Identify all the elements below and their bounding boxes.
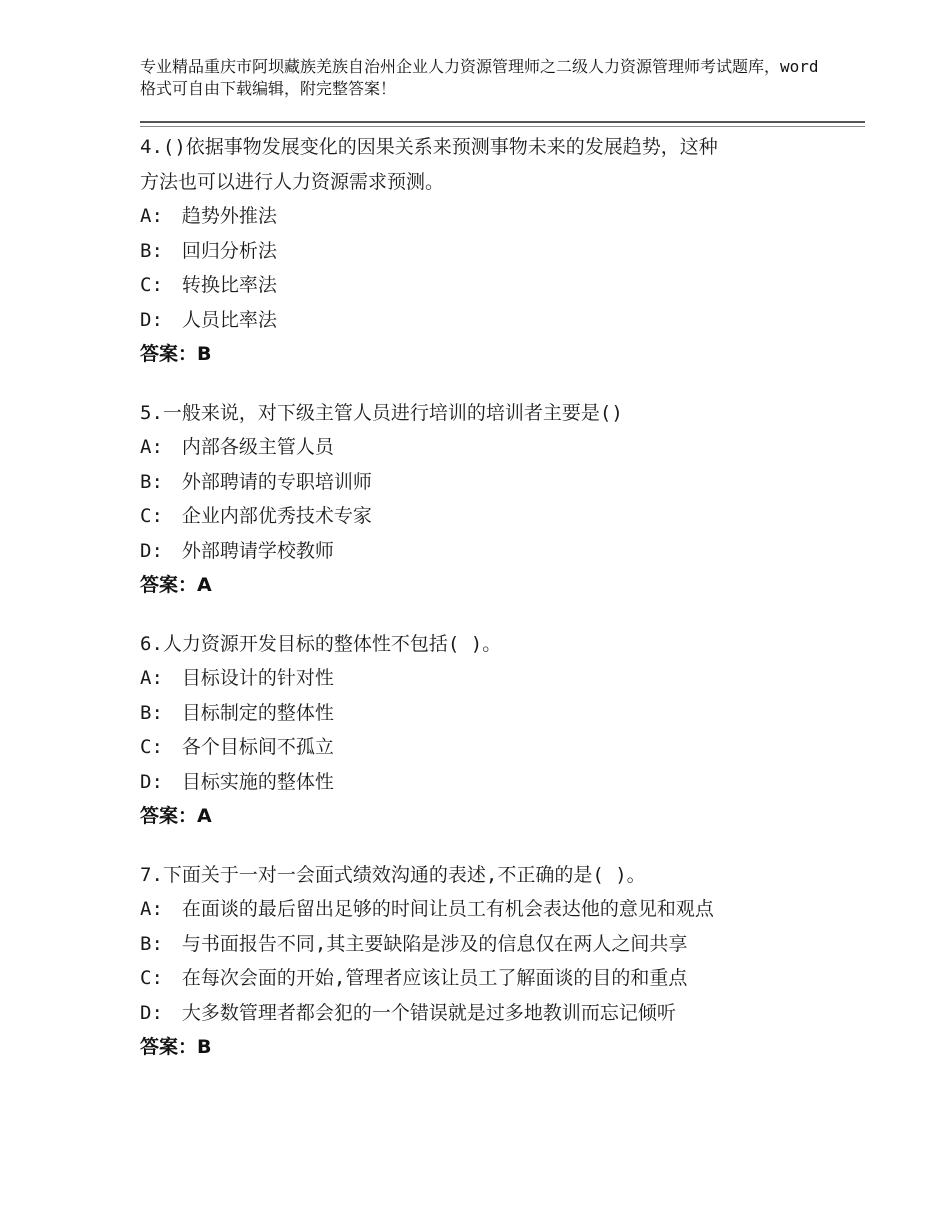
option-c: C: 转换比率法 (140, 274, 277, 296)
header-divider-thin (140, 126, 865, 127)
option-c: C: 企业内部优秀技术专家 (140, 505, 372, 527)
answer-label: 答案：B (140, 343, 212, 365)
option-a: A: 目标设计的针对性 (140, 667, 334, 689)
question-6 (140, 627, 840, 834)
option-b: B: 与书面报告不同,其主要缺陷是涉及的信息仅在两人之间共享 (140, 932, 688, 955)
option-a: A: 趋势外推法 (140, 205, 277, 227)
question-7 (140, 858, 840, 1065)
answer-label: 答案：A (140, 805, 212, 827)
question-list (140, 130, 840, 1089)
question-stem-line: 6.人力资源开发目标的整体性不包括( )。 (140, 632, 502, 655)
option-b: B: 回归分析法 (140, 239, 277, 262)
option-c: C: 各个目标间不孤立 (140, 736, 334, 758)
option-d: D: 外部聘请学校教师 (140, 539, 334, 562)
answer-label: 答案：A (140, 574, 212, 596)
option-b: B: 目标制定的整体性 (140, 701, 334, 724)
option-a: A: 内部各级主管人员 (140, 436, 334, 458)
option-c: C: 在每次会面的开始,管理者应该让员工了解面谈的目的和重点 (140, 967, 688, 989)
option-d: D: 人员比率法 (140, 308, 277, 331)
document-header: 专业精品重庆市阿坝藏族羌族自治州企业人力资源管理师之二级人力资源管理师考试题库，word格式可自由下载编辑，附完整答案！ (140, 57, 819, 98)
question-stem-line: 方法也可以进行人力资源需求预测。 (140, 170, 445, 193)
question-4 (140, 130, 840, 372)
option-b: B: 外部聘请的专职培训师 (140, 470, 372, 493)
answer-label: 答案：B (140, 1036, 212, 1058)
header-divider-thick (140, 121, 865, 123)
question-stem-line: 5.一般来说，对下级主管人员进行培训的培训者主要是() (140, 401, 623, 424)
question-stem-line: 7.下面关于一对一会面式绩效沟通的表述,不正确的是( )。 (140, 863, 646, 886)
question-5 (140, 396, 840, 603)
option-d: D: 目标实施的整体性 (140, 770, 334, 793)
question-stem-line: 4.()依据事物发展变化的因果关系来预测事物未来的发展趋势，这种 (140, 136, 718, 158)
option-d: D: 大多数管理者都会犯的一个错误就是过多地教训而忘记倾听 (140, 1001, 676, 1024)
option-a: A: 在面谈的最后留出足够的时间让员工有机会表达他的意见和观点 (140, 898, 714, 920)
